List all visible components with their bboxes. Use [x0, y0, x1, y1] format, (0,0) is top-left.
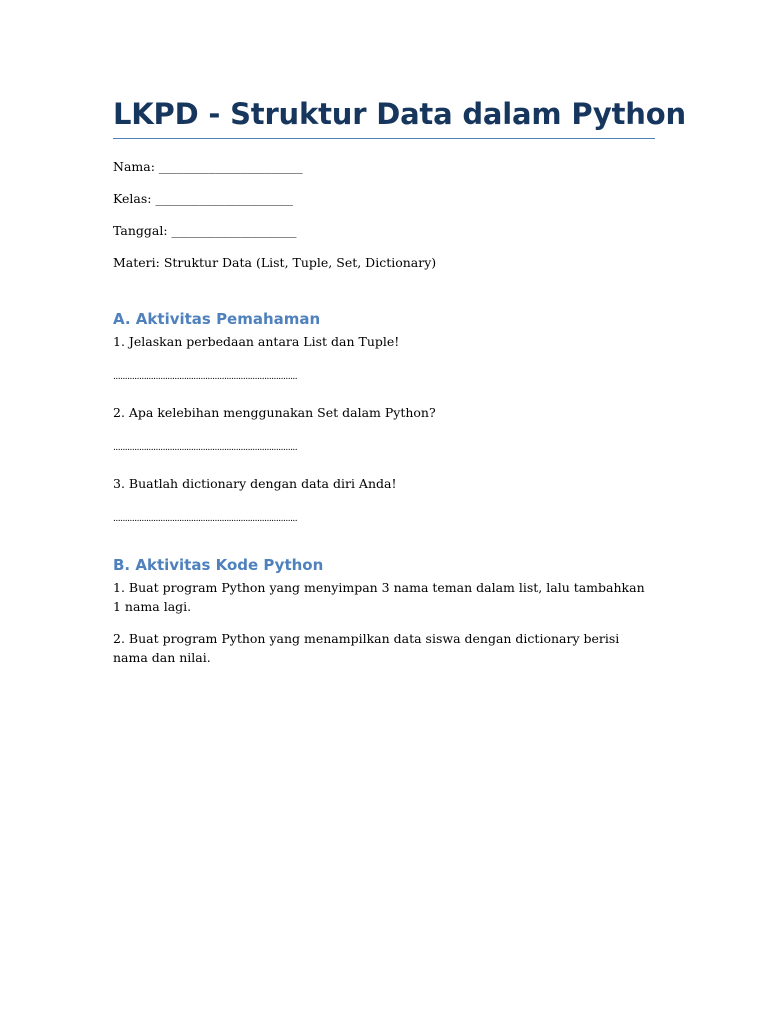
question-3: 3. Buatlah dictionary dengan data diri Anda! — [113, 476, 397, 491]
answer-line-1: .............................................................................. — [113, 372, 298, 382]
code-task-2: 2. Buat program Python yang menampilkan data siswa dengan dictionary berisi nama dan nilai. — [113, 631, 620, 665]
date-field: Tanggal: ____________________ — [113, 223, 297, 238]
answer-line-2: .............................................................................. — [113, 443, 298, 453]
answer-line-3: .............................................................................. — [113, 514, 298, 524]
document-title: LKPD - Struktur Data dalam Python — [113, 95, 655, 139]
code-task-1: 1. Buat program Python yang menyimpan 3 nama teman dalam list, lalu tambahkan 1 nama lagi. — [113, 580, 645, 614]
question-1: 1. Jelaskan perbedaan antara List dan Tuple! — [113, 334, 400, 349]
name-field: Nama: _______________________ — [113, 159, 303, 174]
document-content — [113, 95, 686, 680]
class-field: Kelas: ______________________ — [113, 191, 293, 206]
topic-field: Materi: Struktur Data (List, Tuple, Set, Dictionary) — [113, 255, 437, 270]
section-a-heading: A. Aktivitas Pemahaman — [113, 310, 321, 328]
question-2: 2. Apa kelebihan menggunakan Set dalam Python? — [113, 405, 436, 420]
section-b-heading: B. Aktivitas Kode Python — [113, 556, 324, 574]
